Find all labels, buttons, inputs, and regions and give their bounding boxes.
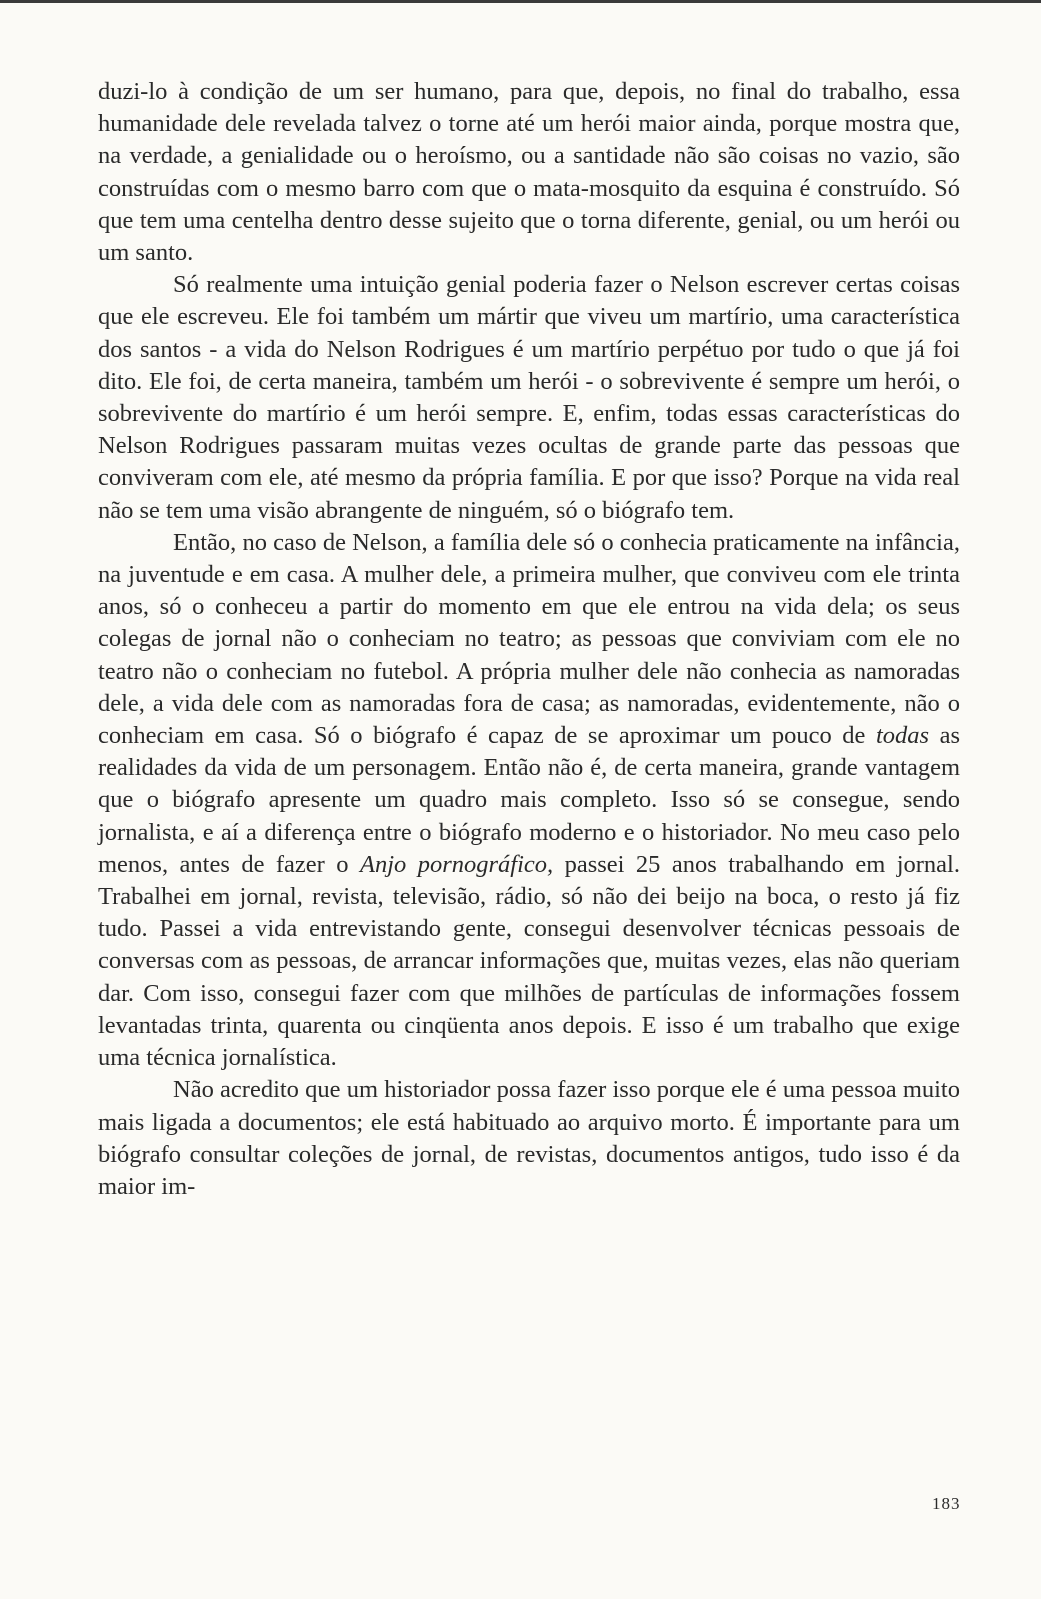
paragraph-3-text-c: passei 25 anos trabalhando em jornal. Trabalhei em jornal, revista, televisão, rádio, só não dei beijo na boca, o resto já fiz tudo. Passei a vida entrevistando gente, consegui desenvolver técnicas pessoais de conversas com as pessoas, de arrancar informações que, muitas vezes, elas não queriam dar. Com isso, consegui fazer com que milhões de partículas de informações fossem levantadas trinta, quarenta ou cinqüenta anos depois. E isso é um trabalho que exige uma técnica jornalística. (98, 850, 960, 1072)
paragraph-2 (98, 269, 960, 527)
paragraph-3-text-b: as realidades da vida de um personagem. Então não é, de certa maneira, grande vantagem que o biógrafo apresente um quadro mais completo. Isso só se consegue, sendo jornalista, e aí a diferença entre o biógrafo moderno e o historiador. No meu caso pelo menos, antes de fazer o (98, 722, 960, 878)
top-border-rule (0, 0, 1041, 3)
paragraph-4 (98, 1074, 960, 1203)
paragraph-3-text-a: Então, no caso de Nelson, a família dele só o conhecia praticamente na infância, na juventude e em casa. A mulher dele, a primeira mulher, que conviveu com ele trinta anos, só o conheceu a partir do momento em que ele entrou na vida dela; os seus colegas de jornal não o conheciam no teatro; as pessoas que conviviam com ele no teatro não o conheciam no futebol. A própria mulher dele não conhecia as namoradas dele, a vida dele com as namoradas fora de casa; as namoradas, evidentemente, não o conheciam em casa. Só o biógrafo é capaz de se aproximar um pouco de (98, 528, 960, 750)
paragraph-4-text: Não acredito que um historiador possa fazer isso porque ele é uma pessoa muito mais ligada a documentos; ele está habituado ao arquivo morto. É importante para um biógrafo consultar coleções de jornal, de revistas, documentos antigos, tudo isso é da maior im- (98, 1076, 960, 1200)
book-title-anjo-pornografico: Anjo pornográfico, (360, 850, 554, 878)
italic-todas: todas (875, 722, 930, 750)
paragraph-1 (98, 76, 960, 269)
paragraph-2-text: Só realmente uma intuição genial poderia fazer o Nelson escrever certas coisas que ele escreveu. Ele foi também um mártir que viveu um martírio, uma característica dos santos - a vida do Nelson Rodrigues é um martírio perpétuo por tudo o que já foi dito. Ele foi, de certa maneira, também um herói - o sobrevivente é sempre um herói, o sobrevivente do martírio é um herói sempre. E, enfim, todas essas características do Nelson Rodrigues passaram muitas vezes ocultas de grande parte das pessoas que conviveram com ele, até mesmo da própria família. E por que isso? Porque na vida real não se tem uma visão abrangente de ninguém, só o biógrafo tem. (98, 271, 960, 524)
paragraph-3 (98, 527, 960, 1074)
page-number: 183 (932, 1494, 961, 1513)
paragraph-1-text: duzi-lo à condição de um ser humano, para que, depois, no final do trabalho, essa humanidade dele revelada talvez o torne até um herói maior ainda, porque mostra que, na verdade, a genialidade ou o heroísmo, ou a santidade não são coisas no vazio, são construídas com o mesmo barro com que o mata-mosquito da esquina é construído. Só que tem uma centelha dentro desse sujeito que o torna diferente, genial, ou um herói ou um santo. (98, 78, 960, 267)
body-text (98, 76, 960, 1203)
